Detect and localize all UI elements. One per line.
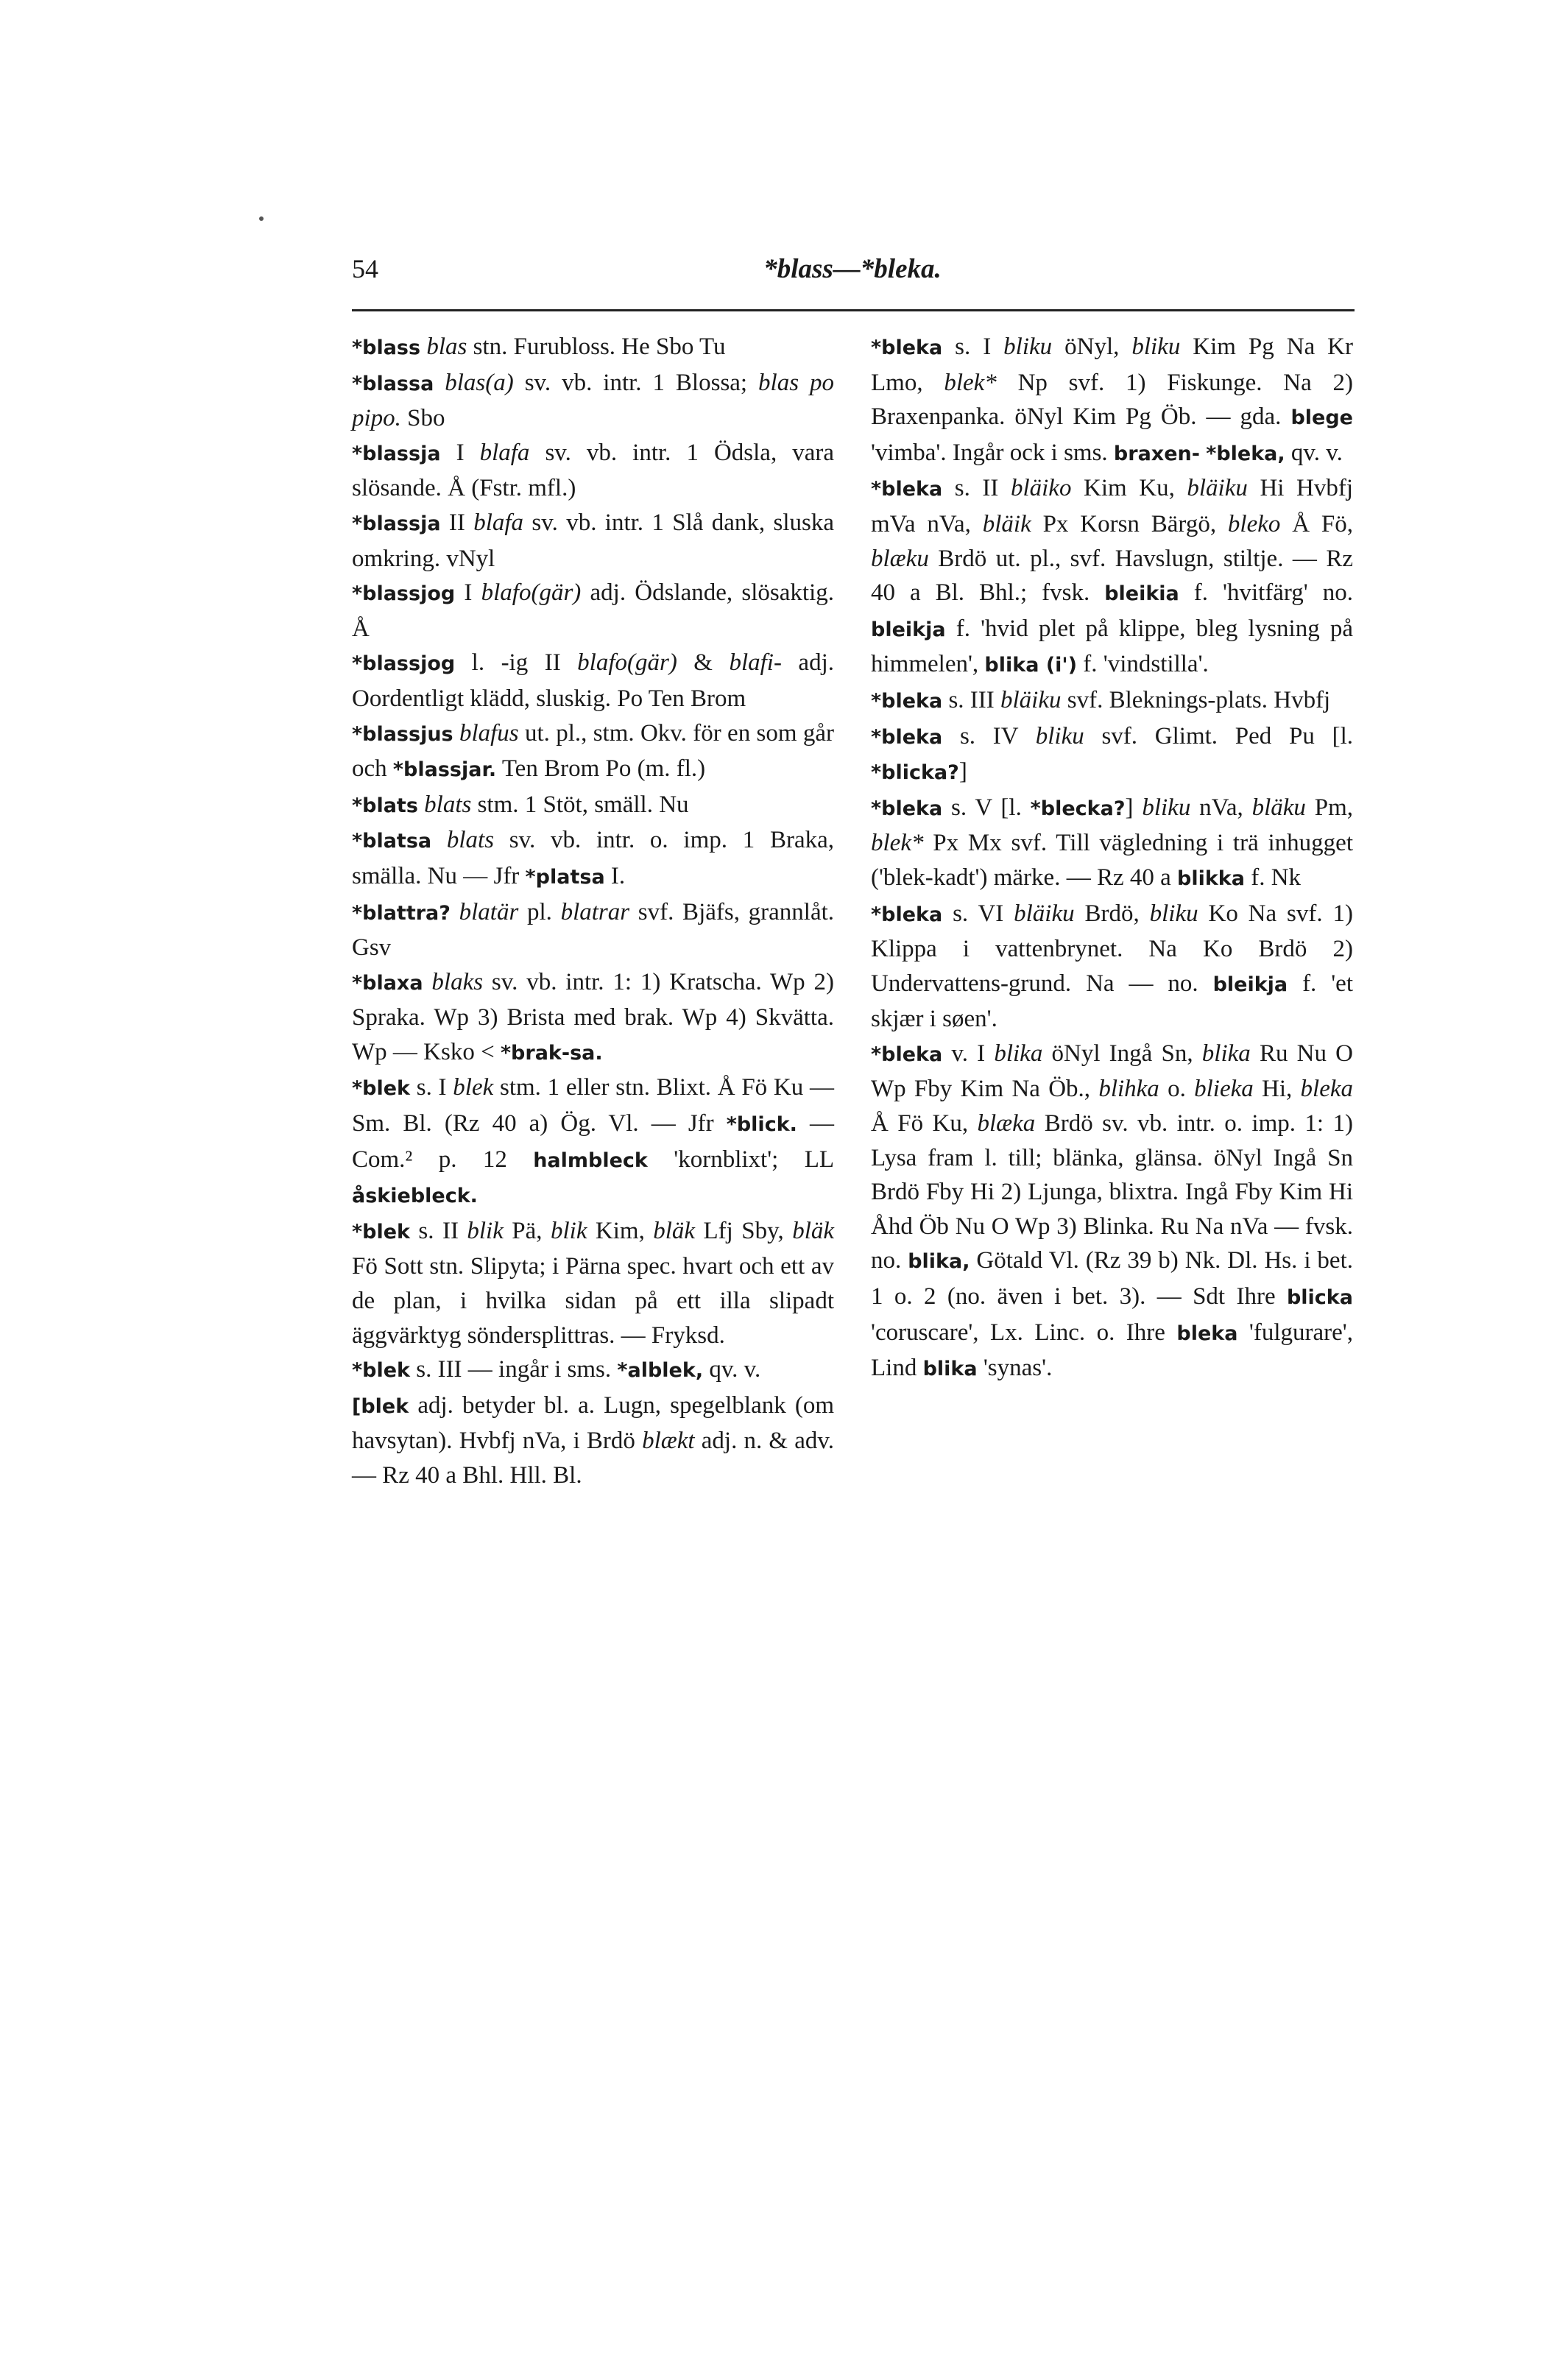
dialect-form: bläk — [792, 1217, 835, 1244]
headword: *bleka — [871, 725, 943, 749]
dictionary-entry — [352, 576, 834, 646]
dialect-form: bleka — [1300, 1076, 1354, 1103]
cited-form: bleikja — [871, 618, 946, 641]
headword: *blattra? — [352, 901, 451, 925]
entry-text: stm. 1 Stöt, smäll. Nu — [471, 791, 689, 818]
cited-form: bleikja — [1212, 973, 1288, 996]
dialect-form: blieka — [1194, 1076, 1254, 1103]
entry-text — [418, 791, 424, 818]
dictionary-entry — [352, 646, 834, 716]
entry-text: öNyl, — [1052, 334, 1132, 360]
dialect-form: blafo(gär) — [577, 649, 677, 677]
dictionary-entry — [352, 1352, 834, 1389]
entry-text — [434, 370, 445, 396]
entry-text: Ru Nu O Wp Fby Kim Na Öb., — [871, 1040, 1353, 1103]
entry-text: sv. vb. intr. 1 Blossa; — [513, 369, 759, 396]
entry-text: ut. pl., stm. Okv. för en som går och — [352, 719, 834, 783]
dialect-form: blika — [994, 1040, 1043, 1067]
entry-text: sv. vb. intr. 1 Slå dank, sluska omkring. vNyl — [352, 509, 834, 572]
entry-text: Hi Hvbfj mVa nVa, — [871, 475, 1353, 537]
entry-text: adj. betyder bl. a. Lugn, spegelblank (om havsytan). Hvbfj nVa, i Brdö — [352, 1391, 834, 1455]
dialect-form: blek* — [871, 830, 924, 857]
entry-text — [451, 899, 459, 925]
dialect-form: bliku — [1142, 794, 1191, 821]
headword: *blick. — [726, 1113, 797, 1137]
stray-mark — [259, 216, 264, 221]
dialect-form: bläik — [982, 510, 1031, 537]
dialect-form: blafus — [459, 719, 519, 747]
dictionary-entry — [352, 716, 834, 788]
dialect-form: bläiku — [1000, 686, 1062, 713]
entry-text — [453, 720, 459, 747]
dialect-form: blæka — [977, 1110, 1036, 1137]
entry-text: 'synas'. — [977, 1355, 1053, 1382]
dictionary-entry — [871, 791, 1353, 897]
entry-text: adj. Ödslande, slösaktig. Å — [352, 579, 834, 642]
dialect-form: blika — [1201, 1040, 1251, 1067]
headword: *bleka, — [1206, 442, 1285, 465]
dictionary-entry — [352, 366, 834, 436]
dialect-form: bliku — [1035, 722, 1084, 749]
dictionary-entry — [352, 1389, 834, 1493]
entry-text: v. I — [942, 1040, 995, 1067]
entry-text: s. VI — [942, 900, 1014, 927]
entry-text: Fö Sott stn. Slipyta; i Pärna spec. hvart och ett av de plan, i hvilka sidan på ett illa slipadt äggvärktyg söndersplittras. — Fryksd. — [352, 1253, 834, 1349]
dictionary-entry — [871, 897, 1353, 1037]
entry-text: — Com.² p. 12 — [352, 1110, 834, 1173]
headword: *blek — [352, 1077, 410, 1101]
entry-text: Å Fö Ku, — [871, 1110, 978, 1137]
cited-form: blege — [1290, 406, 1353, 430]
dialect-form: bläiku — [1187, 475, 1248, 502]
dialect-form: bläku — [1251, 794, 1306, 821]
dialect-form: blek* — [944, 369, 997, 396]
entry-text: I — [455, 579, 481, 607]
dialect-form: bliku — [1131, 334, 1181, 360]
headword: *bleka — [871, 1043, 943, 1066]
dictionary-entry — [352, 330, 834, 366]
dictionary-entry — [871, 471, 1353, 683]
entry-text: stn. Furubloss. He Sbo Tu — [467, 334, 726, 360]
entry-text: ] — [1125, 794, 1143, 821]
cited-form: blika, — [908, 1250, 970, 1274]
entry-text: l. -ig II — [455, 649, 578, 677]
entry-text: s. II — [409, 1217, 467, 1244]
dictionary-entry — [871, 330, 1353, 471]
entry-text: o. — [1159, 1076, 1195, 1103]
dialect-form: blækt — [642, 1428, 695, 1455]
dictionary-entry — [871, 1037, 1353, 1387]
dialect-form: bläk — [653, 1217, 696, 1244]
entry-text: s. IV — [942, 722, 1036, 749]
cited-form: braxen- — [1113, 442, 1200, 465]
entry-text: Kim, — [587, 1217, 654, 1244]
headword: *blassa — [352, 372, 434, 395]
entry-text: Brdö ut. pl., svf. Havslugn, stiltje. — Rz 40 a Bl. Bhl.; fvsk. — [871, 545, 1353, 607]
entry-text: Hi, — [1253, 1076, 1301, 1103]
cited-form: blika (i') — [984, 654, 1078, 677]
entry-text: I. — [604, 862, 626, 889]
headword: *blatsa — [352, 830, 432, 853]
dialect-form: blas(a) — [445, 369, 514, 396]
entry-text: Np svf. 1) Fiskunge. Na 2) Braxenpanka. öNyl Kim Pg Öb. — gda. — [871, 369, 1353, 431]
entry-text: s. III — ingår i sms. — [409, 1356, 618, 1383]
dialect-form: blek — [453, 1074, 494, 1101]
entry-text — [423, 969, 432, 995]
headword: [blek — [352, 1394, 409, 1418]
dialect-form: bläiku — [1014, 900, 1075, 927]
dictionary-entry — [352, 1070, 834, 1213]
entry-text: Kim Ku, — [1071, 475, 1187, 502]
headword: *blek — [352, 1220, 410, 1243]
entry-text: sv. vb. intr. 1: 1) Kratscha. Wp 2) Spraka. Wp 3) Brista med brak. Wp 4) Skvätta. Wp — Ksko < — [352, 968, 834, 1065]
headword: *blassjog — [352, 652, 456, 676]
dictionary-entry — [352, 788, 834, 824]
entry-text: Ten Brom Po (m. fl.) — [496, 755, 706, 783]
entry-text: f. 'et skjær i søen'. — [871, 970, 1353, 1033]
headword: *platsa — [525, 865, 605, 889]
dialect-form: blik — [550, 1217, 587, 1244]
dialect-form: blatär — [459, 898, 519, 925]
entry-text: s. V [l. — [942, 794, 1031, 821]
dialect-form: blafa — [479, 439, 530, 466]
entry-text: Pä, — [503, 1217, 551, 1244]
entry-text: s. III — [942, 686, 1001, 713]
entry-text: & — [677, 649, 730, 677]
headword: *bleka — [871, 903, 943, 926]
entry-text: f. 'hvitfärg' no. — [1179, 579, 1353, 607]
headword: *alblek, — [617, 1359, 704, 1383]
entry-text: f. 'vindstilla'. — [1077, 651, 1209, 678]
headword: *bleka — [871, 797, 943, 820]
entry-text: adj. Oordentligt klädd, sluskig. Po Ten Brom — [352, 649, 834, 712]
dialect-form: bliku — [1003, 334, 1053, 360]
entry-text: pl. — [518, 898, 561, 925]
entry-text: s. I — [409, 1074, 453, 1101]
dictionary-entry — [352, 823, 834, 895]
dialect-form: blats — [424, 791, 472, 818]
entry-text: Å Fö, — [1280, 510, 1354, 537]
headword: *brak-sa. — [500, 1041, 603, 1065]
dictionary-entry — [352, 895, 834, 965]
entry-text: f. Nk — [1244, 864, 1302, 891]
dictionary-entry — [352, 506, 834, 576]
entry-text: 'vimba'. Ingår ock i sms. — [871, 439, 1114, 466]
running-header — [352, 253, 1353, 299]
dialect-form: bleko — [1227, 510, 1281, 537]
entry-text: qv. v. — [1285, 439, 1343, 466]
headword: *blassjus — [352, 722, 453, 746]
entry-text: stm. 1 eller stn. Blixt. Å Fö Ku — Sm. Bl. (Rz 40 a) Ög. Vl. — Jfr — [352, 1074, 834, 1137]
entry-text: 'fulgurare', Lind — [871, 1319, 1353, 1382]
cited-form: bleikia — [1104, 582, 1179, 606]
dialect-form: bläiko — [1010, 475, 1072, 502]
headword: *blek — [352, 1359, 410, 1383]
dictionary-entry — [871, 719, 1353, 791]
entry-text: s. I — [942, 334, 1004, 360]
dialect-form: blaks — [431, 968, 484, 995]
headword: *blicka? — [871, 761, 959, 785]
entry-text: Brdö sv. vb. intr. o. imp. 1: 1) Lysa fram l. till; blänka, glänsa. öNyl Ingå Sn Brdö Fby Hi 2) Ljunga, blixtra. Ingå Fby Kim Hi Åhd Öb Nu O Wp 3) Blinka. Ru Na nVa — fvsk. no. — [871, 1110, 1353, 1274]
cited-form: blicka — [1286, 1286, 1353, 1310]
headword: *blecka? — [1030, 797, 1126, 820]
entry-text: I — [440, 439, 480, 466]
dialect-form: blafa — [473, 509, 524, 536]
entry-text: Götald Vl. (Rz 39 b) Nk. Dl. Hs. i bet. 1 o. 2 (no. även i bet. 3). — Sdt Ihre — [871, 1247, 1353, 1310]
headword: *bleka — [871, 689, 943, 713]
entry-text: 'coruscare', Lx. Linc. o. Ihre — [871, 1319, 1177, 1346]
entry-text: f. 'hvid plet på klippe, bleg lysning på himmelen', — [871, 615, 1353, 678]
entry-text: II — [440, 509, 474, 536]
cited-form: blika — [922, 1358, 978, 1381]
dialect-form: blafo(gär) — [481, 579, 582, 607]
headword: *blass — [352, 336, 421, 359]
entry-text: s. II — [942, 475, 1011, 502]
entry-text: sv. vb. intr. o. imp. 1 Braka, smälla. Nu — Jfr — [352, 827, 834, 889]
headword: *blaxa — [352, 971, 423, 995]
dictionary-entry — [871, 683, 1353, 719]
entry-text: svf. Glimt. Ped Pu [l. — [1084, 722, 1353, 749]
headword: *blassja — [352, 512, 441, 535]
dialect-form: blas po pipo. — [352, 369, 835, 432]
entry-text: Lfj Sby, — [695, 1217, 793, 1244]
header-rule — [352, 309, 1355, 311]
entry-text: Kim Pg Na Kr Lmo, — [871, 334, 1353, 396]
dictionary-entry — [352, 965, 834, 1071]
entry-text — [1200, 440, 1206, 466]
headword: *blats — [352, 794, 418, 817]
dialect-form: blafi- — [729, 649, 782, 677]
entry-text: Sbo — [400, 405, 445, 432]
headword: åskiebleck. — [352, 1185, 478, 1208]
entry-text: svf. Bleknings-plats. Hvbfj — [1061, 686, 1331, 713]
headword: *blassjog — [352, 582, 456, 606]
cited-form: bleka — [1176, 1322, 1238, 1345]
left-column — [352, 330, 834, 1493]
entry-text: adj. n. & adv. — Rz 40 a Bhl. Hll. Bl. — [352, 1428, 834, 1489]
dialect-form: bliku — [1149, 900, 1198, 927]
entry-text: qv. v. — [703, 1356, 761, 1383]
dictionary-entry — [352, 1214, 834, 1352]
entry-text — [431, 827, 447, 853]
headword: *bleka — [871, 478, 943, 501]
running-title: *blass—*bleka. — [763, 254, 942, 284]
entry-text: nVa, — [1190, 794, 1252, 821]
dialect-form: blik — [467, 1217, 504, 1244]
entry-text: öNyl Ingå Sn, — [1042, 1040, 1202, 1067]
dialect-form: blas — [426, 334, 467, 360]
right-column — [871, 330, 1353, 1387]
headword: *blassjar. — [392, 758, 497, 782]
entry-text: Ko Na svf. 1) Klippa i vattenbrynet. Na Ko Brdö 2) Undervattens-grund. Na — no. — [871, 900, 1353, 997]
dialect-form: blats — [446, 827, 495, 854]
dialect-form: blihka — [1098, 1076, 1159, 1103]
entry-text: Px Korsn Bärgö, — [1031, 510, 1228, 537]
dialect-form: blæku — [871, 545, 929, 572]
cited-form: blikka — [1177, 867, 1245, 890]
entry-text: ] — [958, 758, 967, 786]
headword: *bleka — [871, 336, 943, 359]
dialect-form: blatrar — [560, 898, 630, 925]
entry-text: Brdö, — [1074, 900, 1150, 927]
headword: *blassja — [352, 442, 441, 465]
entry-text: 'kornblixt'; LL — [647, 1146, 835, 1173]
entry-text: Px Mx svf. Till vägledning i trä inhugget ('blek-kadt') märke. — Rz 40 a — [871, 830, 1353, 891]
page-number: 54 — [352, 254, 378, 283]
dictionary-entry — [352, 436, 834, 506]
headword: halmbleck — [533, 1149, 648, 1172]
entry-text: sv. vb. intr. 1 Ödsla, vara slösande. Å (Fstr. mfl.) — [352, 439, 834, 502]
entry-text: svf. Bjäfs, grannlåt. Gsv — [352, 898, 835, 962]
entry-text: Pm, — [1305, 794, 1353, 821]
